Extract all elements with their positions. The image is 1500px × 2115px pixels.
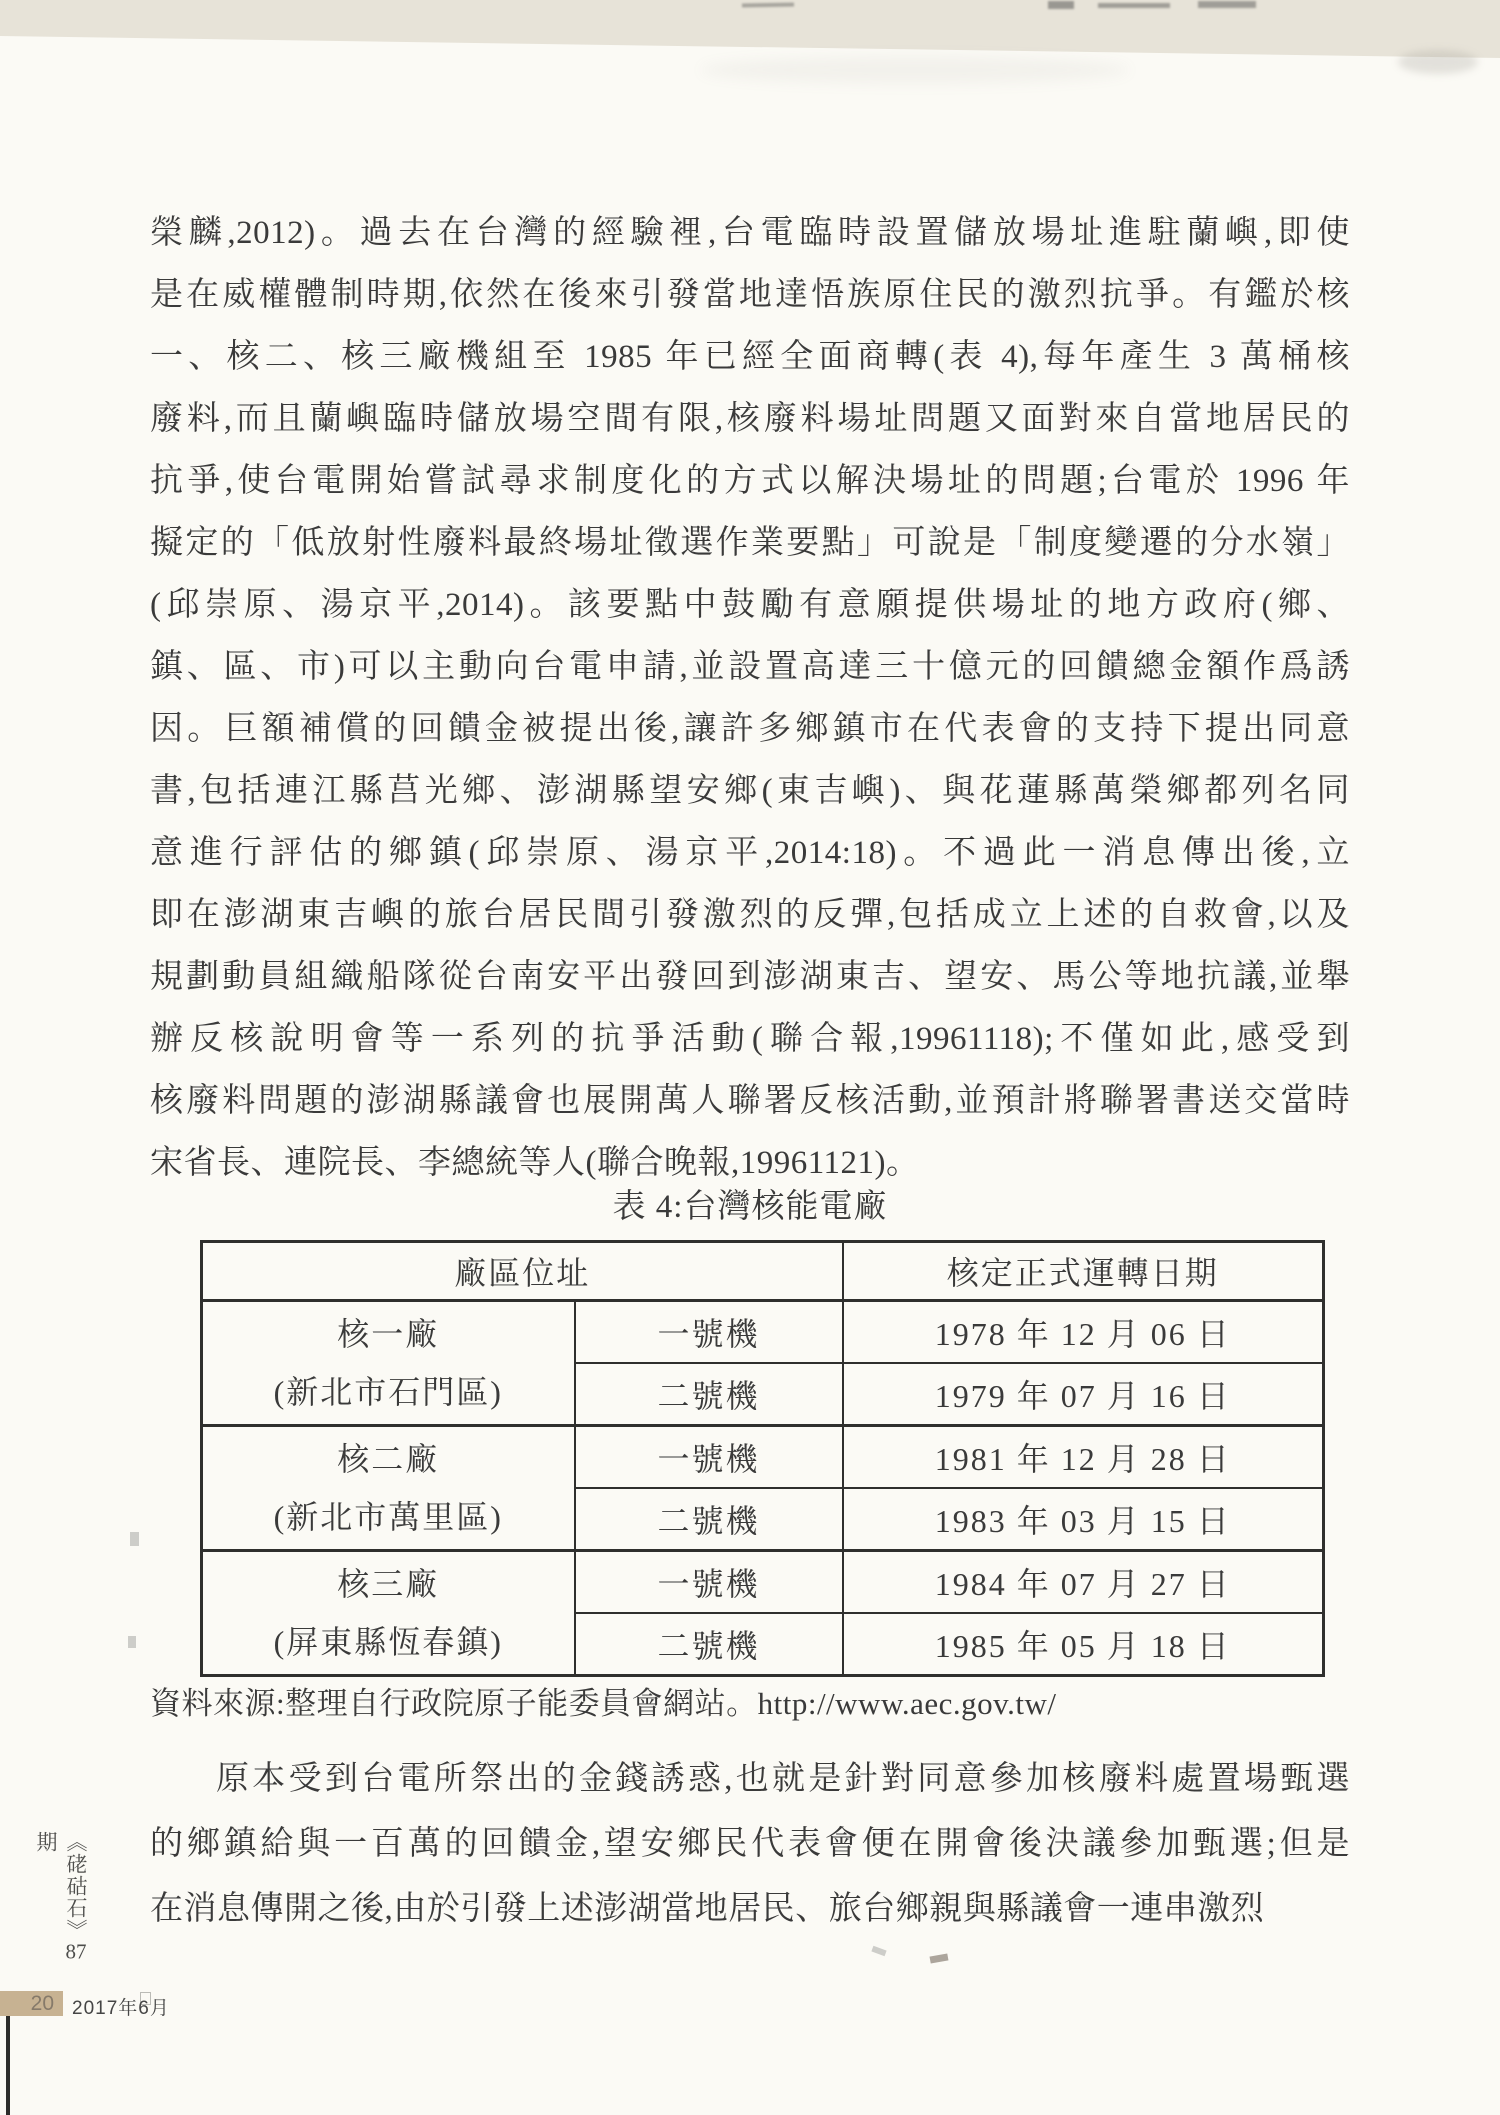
unit-cell: 二號機: [575, 1488, 843, 1551]
unit-cell: 一號機: [575, 1551, 843, 1614]
table-caption: 表 4:台灣核能電廠: [612, 1189, 888, 1225]
text-line: 鎮、區、市)可以主動向台電申請,並設置高達三十億元的回饋總金額作爲誘: [150, 649, 1350, 685]
scan-artifact: [1048, 1, 1074, 9]
text-line: 因。巨額補償的回饋金被提出後,讓許多鄉鎮市在代表會的支持下提出同意: [150, 711, 1350, 747]
table-row: [202, 1426, 1324, 1489]
paragraph-2: [150, 1747, 1350, 1942]
text-line: 一、核二、核三廠機組至 1985 年已經全面商轉(表 4),每年產生 3 萬桶核: [150, 339, 1350, 375]
plant-location: (新北市萬里區): [273, 1499, 503, 1535]
paragraph-1: [150, 202, 1350, 1194]
text-line: 原本受到台電所祭出的金錢誘惑,也就是針對同意參加核廢料處置場甄選: [216, 1761, 1350, 1797]
text-line: 宋省長、連院長、李總統等人(聯合晚報,19961121)。: [150, 1145, 920, 1181]
plant-name: 核一廠: [337, 1316, 440, 1352]
table-header-row: [202, 1242, 1324, 1301]
text-line: 核廢料問題的澎湖縣議會也展開萬人聯署反核活動,並預計將聯署書送交當時: [150, 1083, 1350, 1119]
issue-number: 87: [65, 1941, 87, 1962]
scan-edge-band: [0, 0, 1500, 62]
date-cell: 1983 年 03 月 15 日: [843, 1488, 1324, 1551]
scan-artifact: [1198, 1, 1256, 8]
journal-title-vertical: [31, 1831, 91, 1981]
text-line: 抗爭,使台電開始嘗試尋求制度化的方式以解決場址的問題;台電於 1996 年: [150, 463, 1350, 499]
scan-artifact: [1098, 3, 1170, 8]
date-cell: 1985 年 05 月 18 日: [843, 1613, 1324, 1676]
date-cell: 1984 年 07 月 27 日: [843, 1551, 1324, 1614]
issue-unit: 期: [34, 1831, 58, 1853]
table-row: [202, 1551, 1324, 1614]
unit-cell: 二號機: [575, 1363, 843, 1426]
scan-speck: [871, 1946, 886, 1956]
scan-smudge: [1398, 50, 1478, 74]
text-line: 辦反核說明會等一系列的抗爭活動(聯合報,19961118);不僅如此,感受到: [150, 1021, 1350, 1057]
plant-name: 核三廠: [337, 1566, 440, 1602]
issue-date: 2017年6月: [72, 1998, 170, 2019]
plant-location: (屏東縣恆春鎮): [273, 1624, 503, 1660]
text-line: 規劃動員組織船隊從台南安平出發回到澎湖東吉、望安、馬公等地抗議,並舉: [150, 959, 1350, 995]
text-line: (邱崇原、湯京平,2014)。該要點中鼓勵有意願提供場址的地方政府(鄉、: [150, 587, 1350, 623]
plant-cell: [202, 1301, 575, 1426]
unit-cell: 一號機: [575, 1301, 843, 1364]
page-number: 20: [30, 1992, 54, 2015]
text-line: 在消息傳開之後,由於引發上述澎湖當地居民、旅台鄉親與縣議會一連串激烈: [150, 1891, 1265, 1927]
text-line: 廢料,而且蘭嶼臨時儲放場空間有限,核廢料場址問題又面對來自當地居民的: [150, 401, 1350, 437]
page-edge-line: [6, 2008, 10, 2115]
text-line: 是在威權體制時期,依然在後來引發當地達悟族原住民的激烈抗爭。有鑑於核: [150, 277, 1350, 313]
date-cell: 1981 年 12 月 28 日: [843, 1426, 1324, 1489]
scan-speck: [130, 1532, 139, 1546]
page-number-badge: [0, 1991, 63, 2016]
journal-name: 《硓𥑮石》: [64, 1831, 88, 1941]
text-line: 擬定的「低放射性廢料最終場址徵選作業要點」可說是「制度變遷的分水嶺」: [150, 525, 1350, 561]
table-row: [202, 1301, 1324, 1364]
scan-speck: [128, 1636, 136, 1648]
plant-cell: [202, 1551, 575, 1676]
plant-cell: [202, 1426, 575, 1551]
text-line: 意進行評估的鄉鎮(邱崇原、湯京平,2014:18)。不過此一消息傳出後,立: [150, 835, 1350, 871]
nuclear-plants-table: [200, 1240, 1325, 1677]
text-line: 書,包括連江縣莒光鄉、澎湖縣望安鄉(東吉嶼)、與花蓮縣萬榮鄉都列名同: [150, 773, 1350, 809]
date-cell: 1978 年 12 月 06 日: [843, 1301, 1324, 1364]
plant-name: 核二廠: [337, 1441, 440, 1477]
text-line: 榮麟,2012)。過去在台灣的經驗裡,台電臨時設置儲放場址進駐蘭嶼,即使: [150, 215, 1350, 251]
text-line: 的鄉鎮給與一百萬的回饋金,望安鄉民代表會便在開會後決議參加甄選;但是: [150, 1826, 1350, 1862]
table-source-note: 資料來源:整理自行政院原子能委員會網站。http://www.aec.gov.tw/: [150, 1686, 1057, 1721]
unit-cell: 一號機: [575, 1426, 843, 1489]
plant-location: (新北市石門區): [273, 1374, 503, 1410]
scan-smudge: [700, 56, 1130, 84]
column-header-date: 核定正式運轉日期: [843, 1242, 1324, 1301]
scan-speck: [930, 1953, 949, 1963]
unit-cell: 二號機: [575, 1613, 843, 1676]
column-header-location: 廠區位址: [202, 1242, 843, 1301]
date-cell: 1979 年 07 月 16 日: [843, 1363, 1324, 1426]
text-line: 即在澎湖東吉嶼的旅台居民間引發激烈的反彈,包括成立上述的自救會,以及: [150, 897, 1350, 933]
